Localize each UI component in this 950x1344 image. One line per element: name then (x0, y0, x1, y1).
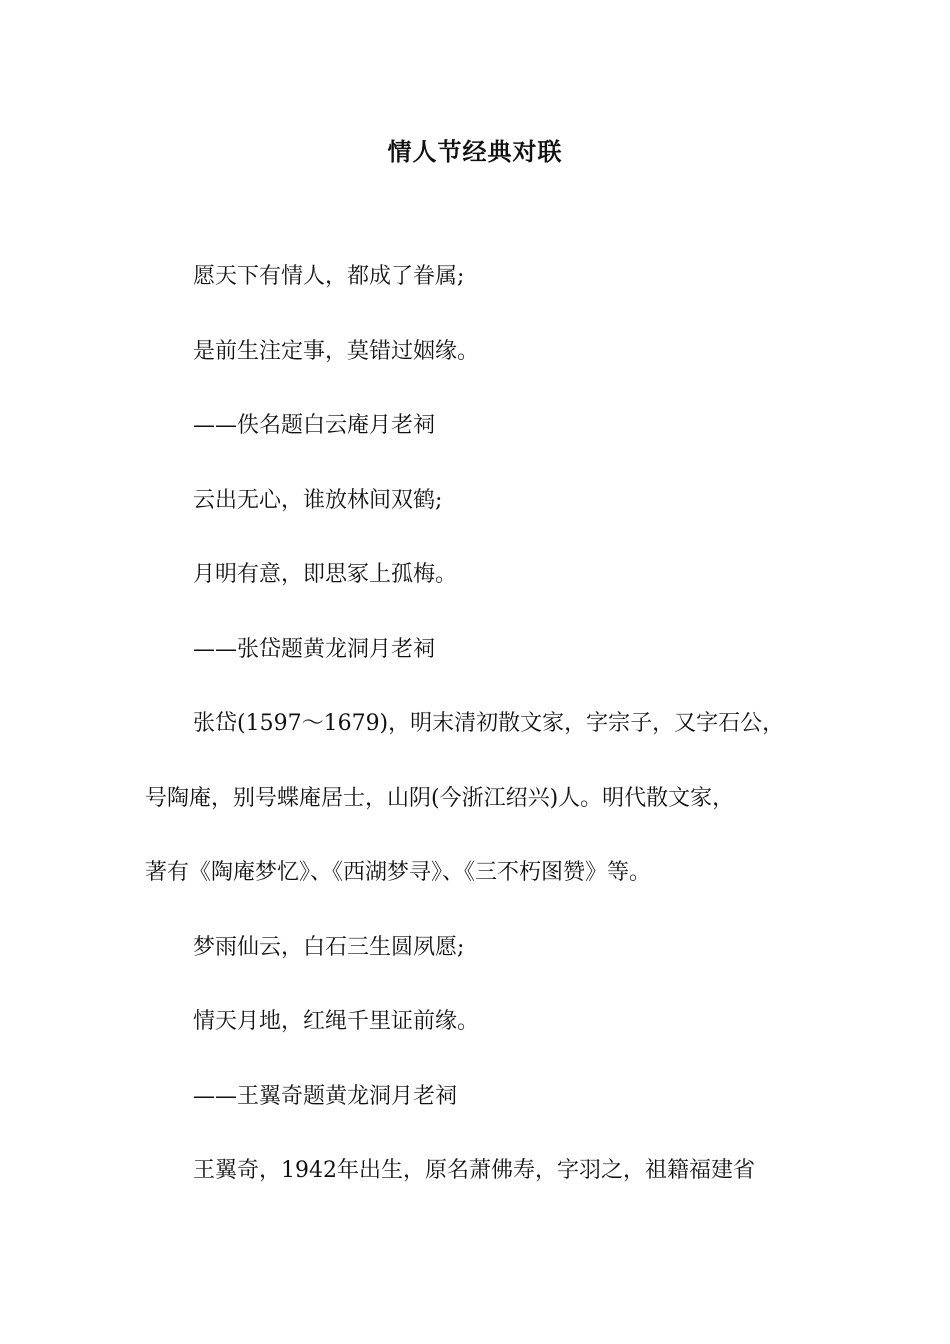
couplet-attribution: ——王翼奇题黄龙洞月老祠 (193, 1083, 458, 1109)
paragraph-line: 张岱(1597～1679)，明末清初散文家，字宗子，又字石公， (193, 711, 785, 736)
couplet-line: 月明有意，即思冢上孤梅。 (193, 562, 458, 587)
couplet-attribution: ——佚名题白云庵月老祠 (193, 413, 436, 438)
couplet-line: 梦雨仙云，白石三生圆夙愿; (193, 934, 465, 960)
couplet-line: 云出无心，谁放林间双鹤; (193, 487, 443, 513)
biography-paragraph (145, 1152, 825, 1189)
couplet-line: 情天月地，红绳千里证前缘。 (193, 1009, 480, 1034)
document-body (145, 258, 825, 1227)
paragraph-line: 号陶庵，别号蝶庵居士，山阴(今浙江绍兴)人。明代散文家， (145, 785, 735, 811)
couplet-attribution: ——张岱题黄龙洞月老祠 (193, 636, 436, 662)
document-title: 情人节经典对联 (387, 138, 563, 166)
couplet-line: 是前生注定事，莫错过姻缘。 (193, 338, 480, 364)
biography-paragraph (145, 705, 825, 891)
paragraph-line: 王翼奇，1942年出生，原名萧佛寿，字羽之，祖籍福建省 (193, 1158, 755, 1183)
couplet-line: 愿天下有情人，都成了眷属; (193, 264, 465, 289)
paragraph-line: 著有《陶庵梦忆》、《西湖梦寻》、《三不朽图赞》等。 (145, 860, 652, 885)
